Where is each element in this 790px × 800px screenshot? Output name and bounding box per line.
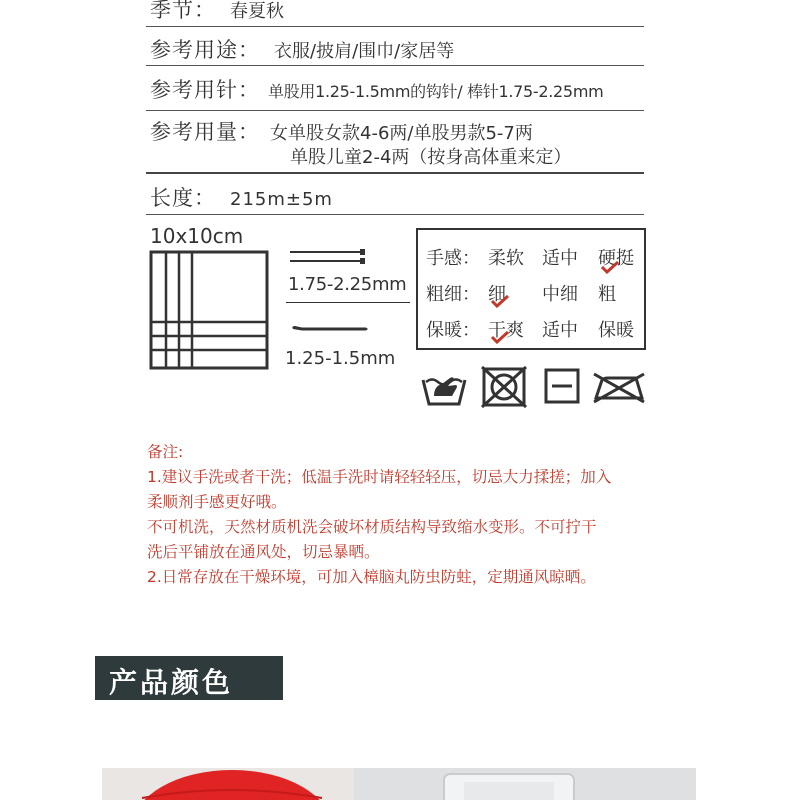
divider <box>146 65 644 66</box>
length-label: 长度： <box>150 186 216 210</box>
option-soft: 柔软 <box>488 248 524 269</box>
section-banner <box>95 656 283 700</box>
crochet-hook-size: 1.25-1.5mm <box>285 348 396 369</box>
divider <box>146 172 644 174</box>
divider <box>146 26 644 27</box>
needle-value: 单股用1.25-1.5mm的钩针/ 棒针1.75-2.25mm <box>268 82 604 101</box>
option-medium: 适中 <box>542 248 578 269</box>
knit-needle-size: 1.75-2.25mm <box>288 274 407 295</box>
amount-row-2 <box>290 143 571 169</box>
length-value: 215m±5m <box>230 189 333 210</box>
option-medium-thin: 中细 <box>542 284 578 305</box>
use-label: 参考用途： <box>150 38 260 62</box>
crochet-hook-icon <box>290 322 370 336</box>
season-value: 春夏秋 <box>230 1 284 22</box>
swatch-label: 10x10cm <box>150 224 244 248</box>
knitting-needle-icon <box>288 246 368 266</box>
notes-line: 2.日常存放在干燥环境，可加入樟脑丸防虫防蛀，定期通风晾晒。 <box>147 568 596 586</box>
divider <box>146 214 644 215</box>
feel-label: 手感： <box>426 248 480 269</box>
length-row <box>150 182 333 212</box>
no-iron-icon <box>592 372 646 404</box>
yarn-ball-icon <box>102 768 354 800</box>
feel-row-thickness <box>426 280 480 306</box>
care-notes <box>147 440 667 590</box>
feel-table <box>416 228 646 350</box>
option-moderate: 适中 <box>542 320 578 341</box>
season-label: 季节： <box>150 0 216 22</box>
package-icon <box>354 768 696 800</box>
product-photo-red-yarn <box>102 768 354 800</box>
check-icon <box>490 330 510 344</box>
option-stiff: 硬挺 <box>598 248 634 269</box>
notes-line: 柔顺剂手感更好哦。 <box>147 493 287 511</box>
notes-line: 1.建议手洗或者干洗；低温手洗时请轻轻轻压，切忌大力揉搓；加入 <box>147 468 612 486</box>
notes-line: 洗后平铺放在通风处，切忌暴晒。 <box>147 543 380 561</box>
option-thick: 粗 <box>598 284 616 305</box>
amount-value-1: 女单股女款4-6两/单股男款5-7两 <box>270 123 533 144</box>
use-row <box>150 34 454 64</box>
thickness-label: 粗细： <box>426 284 480 305</box>
hand-wash-icon <box>420 366 468 408</box>
amount-label: 参考用量： <box>150 120 260 144</box>
option-dry: 干爽 <box>488 320 524 341</box>
product-photo-package <box>354 768 696 800</box>
check-icon <box>490 294 510 308</box>
needle-row <box>150 74 603 104</box>
section-title: 产品颜色 <box>109 666 234 699</box>
notes-title: 备注: <box>147 443 184 461</box>
flat-dry-icon <box>544 368 580 404</box>
needle-underline <box>286 302 410 303</box>
feel-row-warmth <box>426 316 480 342</box>
needle-label: 参考用针： <box>150 78 260 102</box>
swatch-grid-icon <box>149 250 269 370</box>
option-warm: 保暖 <box>598 320 634 341</box>
divider <box>146 110 644 111</box>
season-row <box>150 0 284 24</box>
amount-value-2: 单股儿童2-4两（按身高体重来定） <box>290 147 572 168</box>
warmth-label: 保暖： <box>426 320 480 341</box>
no-machine-dry-icon <box>480 366 528 408</box>
notes-line: 不可机洗，天然材质机洗会破坏材质结构导致缩水变形。不可拧干 <box>147 518 597 536</box>
use-value: 衣服/披肩/围巾/家居等 <box>274 41 455 62</box>
check-icon <box>600 260 620 274</box>
amount-row <box>150 116 533 146</box>
feel-row-hand <box>426 244 480 270</box>
option-thin: 细 <box>488 284 506 305</box>
